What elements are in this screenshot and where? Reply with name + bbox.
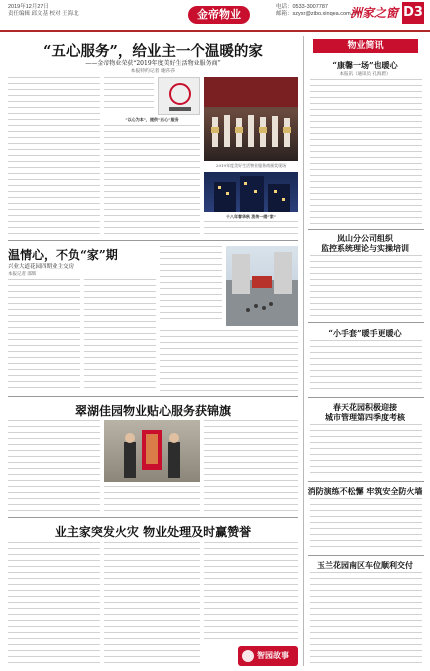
brief-3-rule (308, 397, 424, 398)
footer-logo (238, 646, 298, 666)
editor-line: 责任编辑 邱文基 校对 王海北 (8, 11, 79, 17)
lead-award-caption: 2019年度美好生活物业服务商颁奖现场 (215, 163, 287, 168)
lead-title: “五心服务”，给业主一个温暖的家 (43, 43, 263, 60)
feature4-col-3 (204, 542, 298, 642)
sidebar-column-title: 物业简讯 (313, 39, 418, 53)
lead-col-1 (8, 77, 100, 235)
lead-award-photo (204, 77, 298, 161)
section-badge: 金帝物业 (188, 6, 250, 24)
feature2-col-1 (8, 279, 80, 391)
header-left (8, 4, 79, 18)
lead-night-photo (204, 172, 298, 212)
lead-col-4 (204, 221, 298, 235)
lead-photo-caption: “以心为本”，提供“五心”服务 (125, 117, 179, 122)
lead-byline: 本报特约记者 谢莎莎 (130, 69, 176, 74)
brief-3-title: “小手套”暖手更暖心 (328, 328, 402, 338)
brief-2-rule (308, 322, 424, 323)
feature3-title: 翠湖佳园物业贴心服务获锦旗 (74, 404, 231, 418)
brief-6-title: 玉兰花园南区车位顺利交付 (317, 560, 413, 570)
banner-presentation-graphic (104, 420, 200, 482)
feature2-col-4 (160, 330, 298, 391)
brief-4-title2: 城市管理第四季度考核 (325, 412, 405, 422)
page-number: D3 (402, 2, 424, 24)
feature3-col-1 (8, 420, 100, 512)
feature2-bottom-rule (8, 396, 298, 397)
brief-2-title: 岚山分公司组织 (337, 233, 393, 243)
date-line: 2019年12月27日 (8, 4, 49, 10)
footer-logo-text: 智园故事 (257, 651, 289, 660)
email-line: 邮箱：szyxr@zibo.xinqea.com.cn (276, 11, 358, 17)
feature3-col-2 (104, 486, 200, 512)
brand-logo: 洲家之窗 (350, 6, 399, 20)
night-building-graphic (204, 172, 298, 212)
feature4-title: 业主家突发火灾 物业处理及时赢赞誉 (54, 525, 252, 539)
award-stage-graphic (204, 77, 298, 161)
feature4-col-2 (104, 542, 200, 666)
page-header (0, 0, 430, 32)
brief-4-rule (308, 481, 424, 482)
brief-1-title: “康馨一场”也暖心 (332, 60, 398, 70)
lead-photo-logo (158, 77, 200, 115)
feature2-byline: 本报记者 邵辉 (8, 272, 37, 277)
lead-col-2 (104, 77, 154, 111)
feature3-col-3 (204, 420, 298, 512)
community-gate-graphic (226, 246, 298, 326)
brief-5-title: 消防演练不松懈 牢筑安全防火墙 (307, 486, 423, 496)
brief-2-title2: 监控系统理论与实操培训 (321, 243, 409, 253)
feature2-col-3 (160, 246, 222, 324)
brief-4-title: 春天花园积极迎接 (333, 402, 397, 412)
feature3-bottom-rule (8, 517, 298, 518)
phone-line: 电话：0533-3007787 (276, 4, 328, 10)
lead-subtitle: ——金帝物业荣获“2019年度美好生活物业服务商” (85, 60, 221, 67)
brief-1-body (310, 79, 422, 224)
sidebar-divider (303, 36, 304, 666)
header-right (276, 4, 358, 18)
brief-6-body (310, 572, 422, 664)
brief-3-body (310, 340, 422, 392)
feature4-col-1 (8, 542, 100, 666)
feature2-subtitle: 兴业大道花园四期业主交房 (8, 264, 75, 270)
lead-col-3 (104, 125, 200, 235)
brief-1-byline: 本报讯（通讯员 孔海碧） (339, 72, 391, 77)
brief-5-body (310, 498, 422, 550)
feature2-photo (226, 246, 298, 326)
lead-night-caption: 十八年春华秋 流传一缕“家” (226, 214, 276, 219)
brief-2-body (310, 255, 422, 317)
lead-bottom-rule (8, 240, 298, 241)
lead-logo-icon (159, 78, 200, 115)
feature2-title: 温情心，不负“家”期 (8, 248, 118, 262)
feature3-photo (104, 420, 200, 482)
brief-1-rule (308, 229, 424, 230)
brief-5-rule (308, 555, 424, 556)
feature2-col-2 (84, 279, 156, 391)
brief-4-body (310, 424, 422, 476)
